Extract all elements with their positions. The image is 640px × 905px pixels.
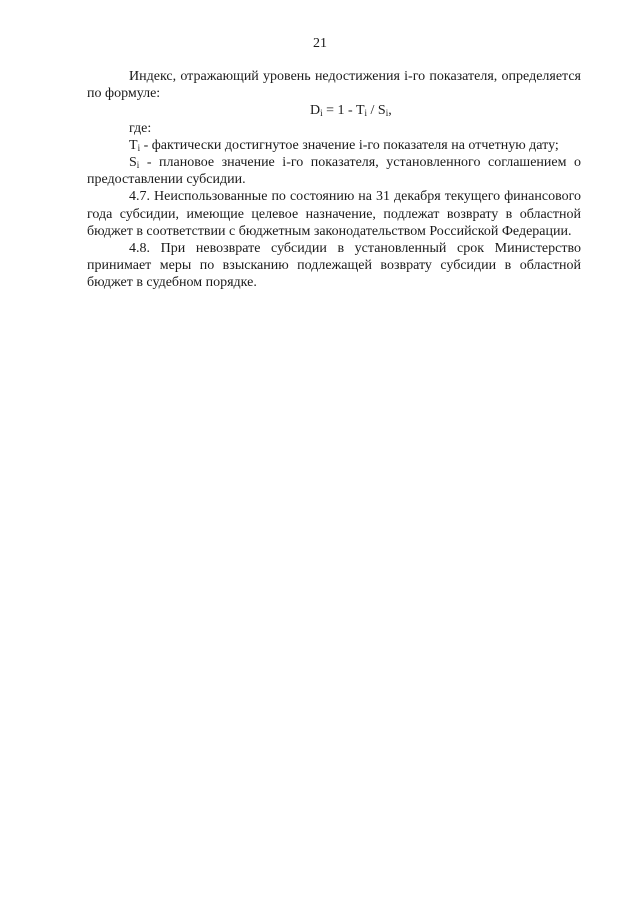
formula-d: D bbox=[310, 103, 321, 119]
paragraph-s-definition bbox=[87, 154, 581, 188]
formula-s-subscript: i bbox=[385, 108, 389, 119]
symbol-t: T bbox=[129, 137, 138, 153]
page-number: 21 bbox=[313, 36, 327, 51]
symbol-s: S bbox=[129, 155, 137, 171]
formula bbox=[87, 102, 581, 119]
symbol-s-subscript: i bbox=[136, 160, 140, 171]
symbol-t-subscript: i bbox=[137, 142, 141, 153]
t-definition-text: - фактически достигнутое значение i-го показателя на отчетную дату; bbox=[143, 137, 559, 153]
formula-d-subscript: i bbox=[320, 108, 323, 119]
formula-operator: = 1 - bbox=[322, 103, 356, 119]
formula-t-subscript: i bbox=[364, 108, 368, 119]
document-body bbox=[87, 68, 581, 292]
formula-slash: / bbox=[367, 103, 378, 119]
formula-end: , bbox=[388, 103, 392, 119]
paragraph-index-definition: Индекс, отражающий уровень недостижения i-го показателя, определяется по формуле: bbox=[87, 69, 581, 102]
paragraph-where: где: bbox=[129, 120, 152, 136]
formula-t: T bbox=[355, 103, 365, 119]
paragraph-4-8: 4.8. При невозврате субсидии в установленный срок Министерство принимает меры по взысканию подлежащей возврату субсидии в областной бюджет в судебном порядке. bbox=[87, 241, 581, 291]
formula-s: S bbox=[377, 103, 386, 119]
s-definition-text: - плановое значение i-го показателя, установленного соглашением о предоставлении субсидии. bbox=[87, 155, 582, 188]
paragraph-t-definition bbox=[87, 137, 581, 154]
paragraph-4-7: 4.7. Неиспользованные по состоянию на 31 декабря текущего финансового года субсидии, имеющие целевое назначение, подлежат возврату в областной бюджет в соответствии с бюджетным законодательством Российской Федерации. bbox=[87, 189, 581, 239]
